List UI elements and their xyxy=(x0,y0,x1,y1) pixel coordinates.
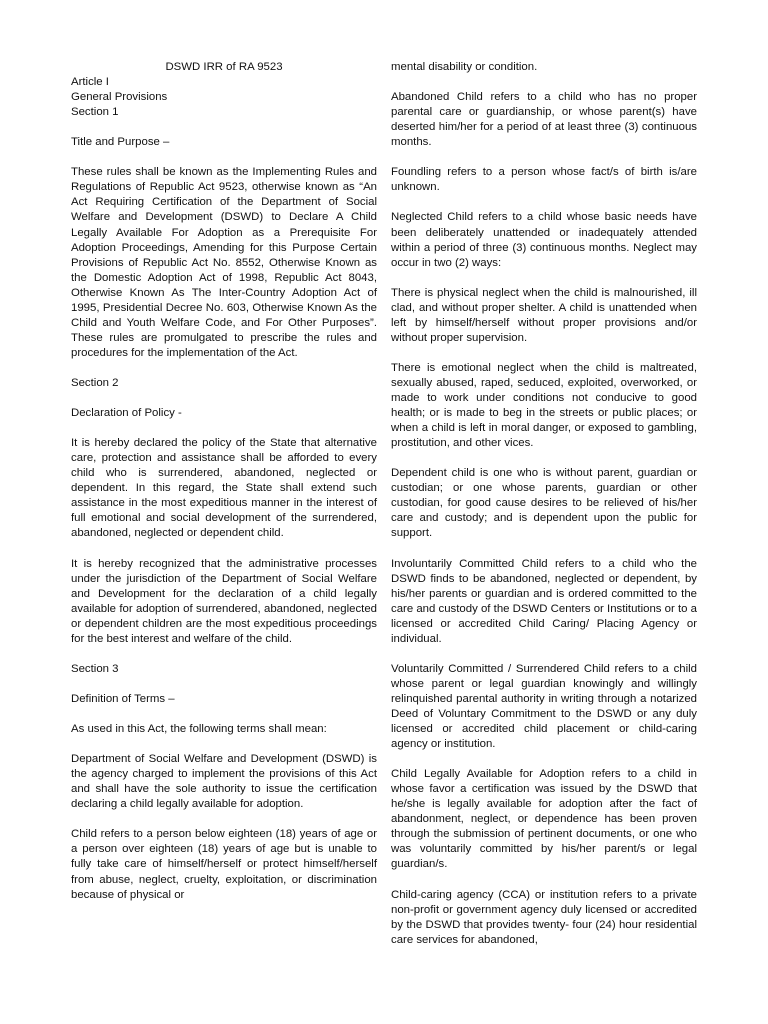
provisions-heading: General Provisions xyxy=(71,91,168,104)
document-heading: DSWD IRR of RA 9523 xyxy=(165,61,283,73)
section-3-heading: Section 3 xyxy=(71,662,119,675)
title-purpose-heading: Title and Purpose – xyxy=(71,136,170,149)
neglected-child-paragraph: Neglected Child refers to a child whose basic needs have been deliberately unattended or inadequately attended within a period of three (3) continuous months. Neglect may occur in two (2) ways: xyxy=(391,211,697,269)
article-heading: Article I xyxy=(71,76,109,89)
child-definition-paragraph: Child refers to a person below eighteen (18) years of age or a person over eighteen (18) years of age but is unable to fully take care of himself/herself or protect himself/herself from abuse, neglect, cruelty, exploitation, or discrimination because of physical or xyxy=(71,828,377,901)
physical-neglect-paragraph: There is physical neglect when the child is malnourished, ill clad, and without proper shelter. A child is unattended when left by himself/herself without proper provisions and/or without proper supervision. xyxy=(391,286,697,344)
emotional-neglect-paragraph: There is emotional neglect when the child is maltreated, sexually abused, raped, seduced, exploited, overworked, or made to work under conditions not conducive to good health; or is made to beg in the streets or public places; or when a child is left in moral danger, or exposed to gambling, prostitution, and other vices. xyxy=(391,361,697,450)
dswd-definition-paragraph: Department of Social Welfare and Development (DSWD) is the agency charged to implement the provisions of this Act and shall have the sole authority to issue the certification declaring a child legally available for adoption. xyxy=(71,753,377,811)
child-caring-agency-paragraph: Child-caring agency (CCA) or institution refers to a private non-profit or government agency duly licensed or accredited by the DSWD that provides twenty- four (24) hour residential care services for abandoned, xyxy=(391,888,697,946)
policy-paragraph: It is hereby declared the policy of the State that alternative care, protection and assistance shall be afforded to every child who is surrendered, abandoned, neglected or dependent. In this regard, the State shall extend such assistance in the most expeditious manner in the interest of full emotional and social development of the surrendered, abandoned, neglected or dependent child. xyxy=(71,437,377,540)
recognized-paragraph: It is hereby recognized that the administrative processes under the jurisdiction of the Department of Social Welfare and Development for the declaration of a child legally available for adoption of surrendered, abandoned, neglected or dependent children are the most expeditious proceedings for the best interest and welfare of the child. xyxy=(71,557,377,645)
involuntary-child-paragraph: Involuntarily Committed Child refers to a child who the DSWD finds to be abandoned, neglected or dependent, by his/her parents or guardian and is ordered committed to the care and custody of the DSWD Centers or Institutions or to a licensed or accredited Child Caring/ Placing Agency or individual. xyxy=(391,557,697,645)
definition-heading: Definition of Terms – xyxy=(71,692,175,705)
voluntary-child-paragraph: Voluntarily Committed / Surrendered Child refers to a child whose parent or legal guardian knowingly and willingly relinquished parental authority in writing through a notarized Deed of Voluntary Commitment to the DSWD or any duly licensed or accredited child placement or child-caring agency or institution. xyxy=(391,662,697,751)
left-column xyxy=(71,60,377,918)
dependent-child-paragraph: Dependent child is one who is without parent, guardian or custodian; or one whose parents, guardian or other custodian, for good cause desires to be relieved of his/her care and custody; and is dependent upon the public for support. xyxy=(391,467,697,540)
section-2-heading: Section 2 xyxy=(71,376,119,389)
legally-available-paragraph: Child Legally Available for Adoption refers to a child in whose favor a certification was issued by the DSWD that he/she is legally available for adoption after the fact of abandonment, neglect, or dependence has been proven through the submission of pertinent documents, or one who was voluntarily committed by his/her parent/s or legal guardian/s. xyxy=(391,768,697,871)
rules-paragraph: These rules shall be known as the Implementing Rules and Regulations of Republic Act 9523, otherwise known as “An Act Requiring Certification of the Department of Social Welfare and Development (DSWD) to Declare A Child Legally Available For Adoption as a Prerequisite For Adoption Proceedings, Amending for this Purpose Certain Provisions of Republic Act No. 8552, Otherwise Known as the Domestic Adoption Act of 1998, Republic Act 8043, Otherwise Known As The Inter-Country Adoption Act of 1995, Presidential Decree No. 603, Otherwise Known As the Child and Youth Welfare Code, and For Other Purposes”. These rules are promulgated to prescribe the rules and procedures for the implementation of the Act. xyxy=(71,166,377,359)
foundling-paragraph: Foundling refers to a person whose fact/s of birth is/are unknown. xyxy=(391,166,697,194)
section-1-heading: Section 1 xyxy=(71,106,119,119)
abandoned-child-paragraph: Abandoned Child refers to a child who has no proper parental care or guardianship, or whose parent(s) have deserted him/her for a period of at least three (3) continuous months. xyxy=(391,91,697,149)
declaration-heading: Declaration of Policy - xyxy=(71,407,182,420)
continuation-line: mental disability or condition. xyxy=(391,61,538,73)
as-used-paragraph: As used in this Act, the following terms shall mean: xyxy=(71,723,327,736)
right-column xyxy=(391,60,697,963)
